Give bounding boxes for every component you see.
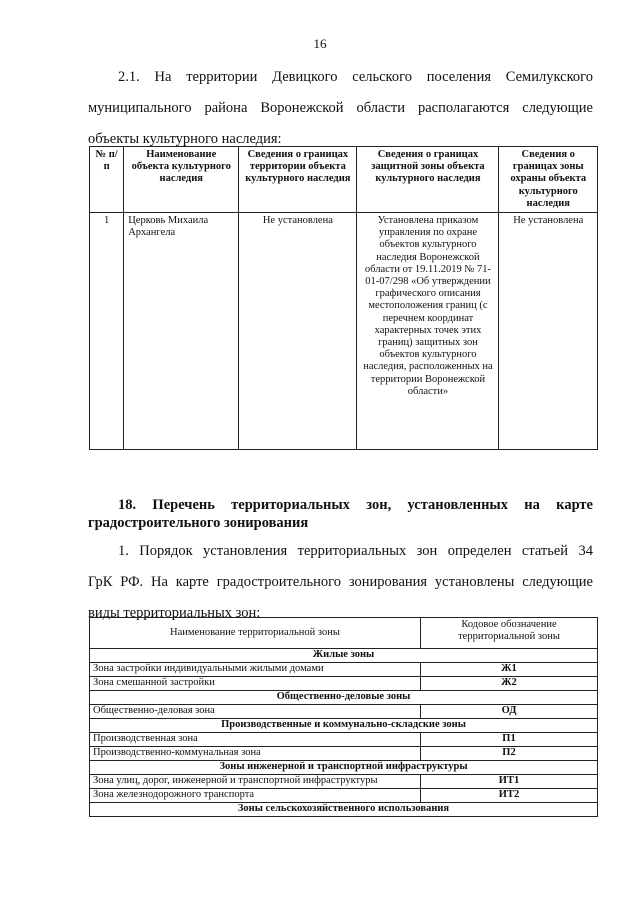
table-row (90, 677, 598, 691)
table-header-row (90, 618, 598, 649)
heading-line: градостроительного зонирования (88, 515, 309, 531)
cell-protection-zone: Не установлена (499, 213, 598, 450)
zone-name: Производственно-коммунальная зона (90, 747, 421, 761)
paragraph-heritage-intro (88, 62, 593, 155)
zone-name: Зона железнодорожного транспорта (90, 789, 421, 803)
table-row (90, 747, 598, 761)
header-protective-zone: Сведения о границах защитной зоны объекта культурного наследия (357, 147, 499, 213)
paragraph-line: 2.1. На территории Девицкого сельского поселения Семилукского (118, 69, 593, 85)
cell-protective-zone: Установлена приказом управления по охране объектов культурного наследия Воронежской области от 19.11.2019 № 71-01-07/298 «Об утверждении графического описания местоположения границ (с перечнем координат характерных точек этих границ) защитных зон объектов культурного наследия, расположенных на территории Воронежской области» (357, 213, 499, 450)
table-row (90, 733, 598, 747)
cell-number: 1 (90, 213, 124, 450)
table-group-row (90, 761, 598, 775)
group-agricultural: Зоны сельскохозяйственного использования (90, 803, 598, 817)
section-heading (88, 496, 593, 532)
table-row (90, 775, 598, 789)
group-public: Общественно-деловые зоны (90, 691, 598, 705)
header-territory-borders: Сведения о границах территории объекта культурного наследия (239, 147, 357, 213)
paragraph-line: ГрК РФ. На карте градостроительного зонирования установлены следующие (88, 574, 593, 590)
heading-line: 18. Перечень территориальных зон, установленных на карте (118, 497, 593, 513)
zone-code: ОД (421, 705, 598, 719)
table-group-row (90, 803, 598, 817)
header-object-name: Наименование объекта культурного наследия (124, 147, 239, 213)
table-group-row (90, 691, 598, 705)
table-group-row (90, 719, 598, 733)
cell-territory: Не установлена (239, 213, 357, 450)
zone-code: Ж1 (421, 663, 598, 677)
zone-code: П2 (421, 747, 598, 761)
zone-name: Зона улиц, дорог, инженерной и транспортной инфраструктуры (90, 775, 421, 789)
cell-object-name: Церковь Михаила Архангела (124, 213, 239, 450)
zone-name: Общественно-деловая зона (90, 705, 421, 719)
paragraph-zones-intro (88, 536, 593, 629)
header-number: № п/п (90, 147, 124, 213)
paragraph-line: объекты культурного наследия: (88, 131, 282, 147)
heritage-objects-table (89, 146, 598, 450)
territorial-zones-table (89, 617, 598, 817)
table-row (90, 213, 598, 450)
paragraph-line: муниципального района Воронежской области располагаются следующие (88, 100, 593, 116)
header-zone-code: Кодовое обозначение территориальной зоны (421, 618, 598, 649)
table-group-row (90, 649, 598, 663)
zone-code: Ж2 (421, 677, 598, 691)
page-number: 16 (313, 36, 327, 51)
zone-code: ИТ2 (421, 789, 598, 803)
group-residential: Жилые зоны (90, 649, 598, 663)
table-header-row (90, 147, 598, 213)
zone-name: Производственная зона (90, 733, 421, 747)
table-row (90, 705, 598, 719)
table-row (90, 663, 598, 677)
paragraph-line: 1. Порядок установления территориальных зон определен статьей 34 (118, 543, 593, 559)
zone-name: Зона застройки индивидуальными жилыми домами (90, 663, 421, 677)
group-infrastructure: Зоны инженерной и транспортной инфраструктуры (90, 761, 598, 775)
zone-code: П1 (421, 733, 598, 747)
paragraph-line: виды территориальных зон: (88, 605, 261, 621)
header-zone-name: Наименование территориальной зоны (90, 618, 421, 649)
zone-name: Зона смешанной застройки (90, 677, 421, 691)
group-industrial: Производственные и коммунально-складские зоны (90, 719, 598, 733)
header-protection-zone: Сведения о границах зоны охраны объекта культурного наследия (499, 147, 598, 213)
zone-code: ИТ1 (421, 775, 598, 789)
table-row (90, 789, 598, 803)
